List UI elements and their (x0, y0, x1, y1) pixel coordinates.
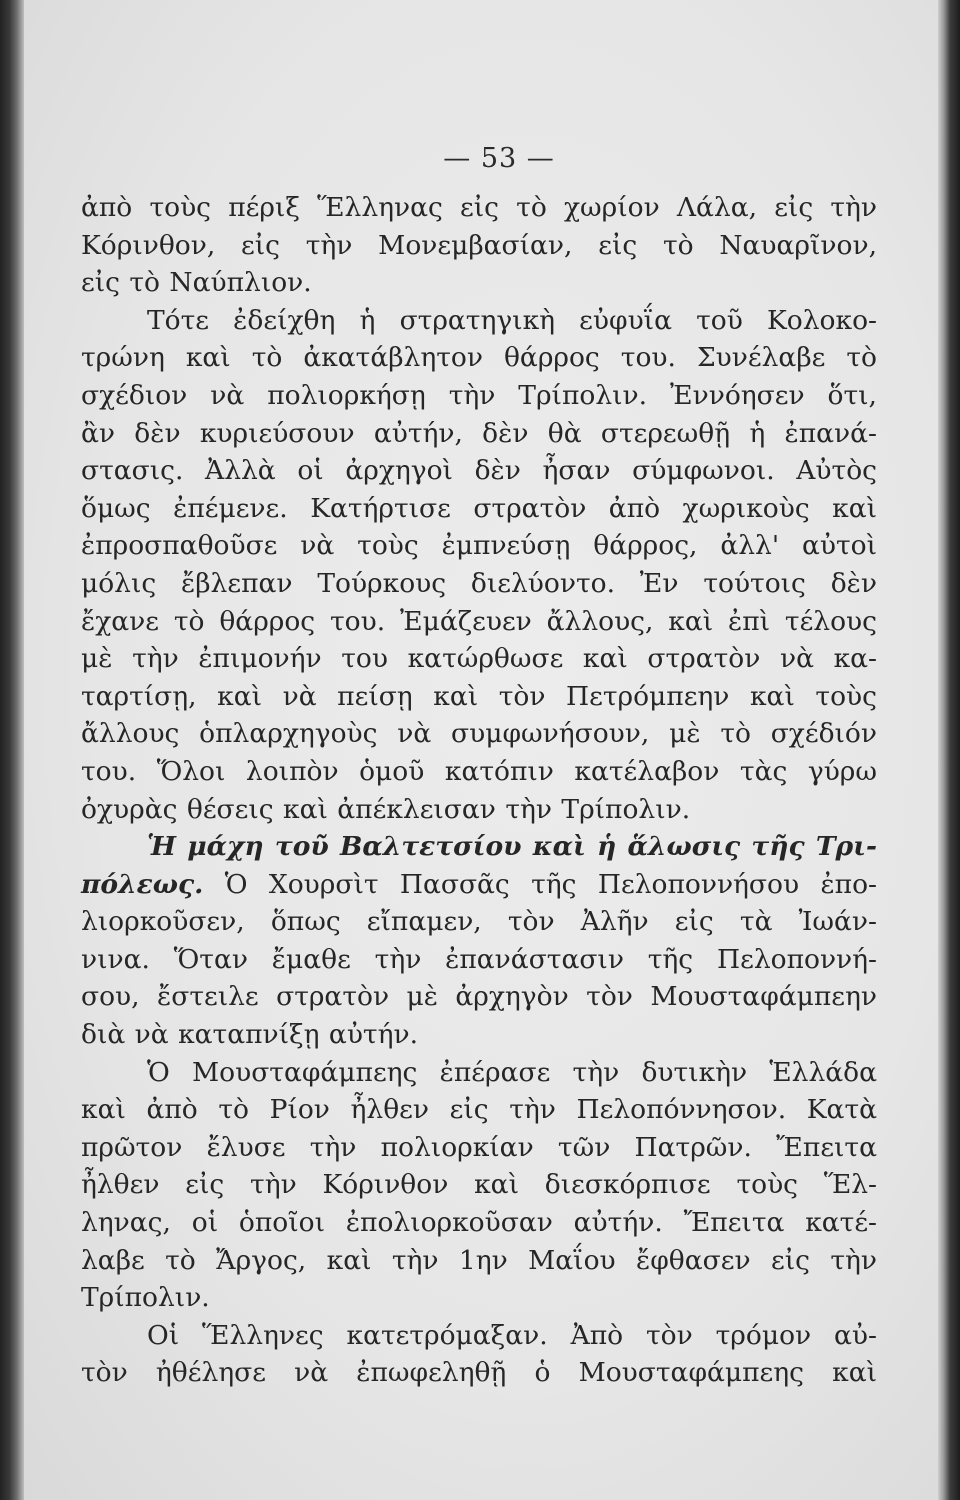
line-text: του. Ὅλοι λοιπὸν ὁμοῦ κατόπιν κατέλαβον τὰς γύρω (81, 755, 877, 787)
text-line (81, 791, 877, 829)
book-gutter-shadow (0, 0, 24, 1500)
page-sheet (24, 0, 938, 1500)
text-line (81, 490, 877, 528)
section-heading: πόλεως. (81, 868, 204, 900)
line-text: Ὁ Χουρσὶτ Πασσᾶς τῆς Πελοποννήσου ἐπο- (203, 868, 877, 900)
line-text: νινα. Ὅταν ἔμαθε τὴν ἐπανάστασιν τῆς Πελοποννή- (81, 943, 877, 975)
line-text: ὀχυρὰς θέσεις καὶ ἀπέκλεισαν τὴν Τρίπολιν. (81, 793, 691, 825)
text-line (81, 377, 877, 415)
line-text: λιορκοῦσεν, ὅπως εἴπαμεν, τὸν Ἀλῆν εἰς τὰ Ἰωάν- (81, 906, 877, 938)
text-line (81, 1279, 877, 1317)
line-text: Ὁ Μουσταφάμπεης ἐπέρασε τὴν δυτικὴν Ἑλλάδα (147, 1056, 877, 1088)
line-text: μὲ τὴν ἐπιμονήν του κατώρθωσε καὶ στρατὸν νὰ κα- (81, 643, 877, 675)
text-line (81, 828, 877, 866)
line-text: διὰ νὰ καταπνίξῃ αὐτήν. (81, 1019, 418, 1051)
text-line (81, 903, 877, 941)
text-line (81, 339, 877, 377)
text-line (81, 302, 877, 340)
line-text: τρώνη καὶ τὸ ἀκατάβλητον θάρρος του. Συνέλαβε τὸ (81, 342, 877, 374)
line-text: καὶ ἀπὸ τὸ Ρίον ἦλθεν εἰς τὴν Πελοπόννησον. Κατὰ (81, 1094, 877, 1126)
text-line (81, 1317, 877, 1355)
text-line (81, 1166, 877, 1204)
section-heading: Ἡ μάχη τοῦ Βαλτετσίου καὶ ἡ ἅλωσις τῆς Τρι- (147, 831, 877, 863)
text-line (81, 941, 877, 979)
line-text: τὸν ἠθέλησε νὰ ἐπωφεληθῇ ὁ Μουσταφάμπεης καὶ (81, 1357, 877, 1389)
line-text: μόλις ἔβλεπαν Τούρκους διελύοντο. Ἐν τούτοις δὲν (81, 567, 877, 599)
page-right-edge (938, 0, 960, 1500)
line-text: πρῶτον ἔλυσε τὴν πολιορκίαν τῶν Πατρῶν. Ἔπειτα (81, 1131, 877, 1163)
text-line (81, 866, 877, 904)
text-line (81, 227, 877, 265)
text-line (81, 1204, 877, 1242)
text-line (81, 640, 877, 678)
line-text: ἐπροσπαθοῦσε νὰ τοὺς ἐμπνεύσῃ θάρρος, ἀλλ' αὐτοὶ (81, 530, 877, 562)
text-line (81, 1129, 877, 1167)
line-text: λαβε τὸ Ἄργος, καὶ τὴν 1ην Μαΐου ἔφθασεν εἰς τὴν (81, 1244, 877, 1276)
line-text: ληνας, οἱ ὁποῖοι ἐπολιορκοῦσαν αὐτήν. Ἔπειτα κατέ- (81, 1207, 877, 1239)
page-number: — 53 — (443, 143, 555, 174)
line-text: Τότε ἐδείχθη ἡ στρατηγικὴ εὐφυΐα τοῦ Κολοκο- (147, 304, 877, 336)
text-line (81, 1091, 877, 1129)
text-line (81, 264, 877, 302)
text-line (81, 1054, 877, 1092)
text-line (81, 565, 877, 603)
line-text: ἔχανε τὸ θάρρος του. Ἐμάζευεν ἄλλους, καὶ ἐπὶ τέλους (81, 605, 877, 637)
line-text: ὅμως ἐπέμενε. Κατήρτισε στρατὸν ἀπὸ χωρικοὺς καὶ (81, 492, 877, 524)
text-line (81, 603, 877, 641)
line-text: Οἱ Ἕλληνες κατετρόμαξαν. Ἀπὸ τὸν τρόμον αὐ- (147, 1319, 877, 1351)
body-text (81, 189, 877, 1392)
line-text: ἄλλους ὁπλαρχηγοὺς νὰ συμφωνήσουν, μὲ τὸ σχέδιόν (81, 718, 877, 750)
text-line (81, 1016, 877, 1054)
text-line (81, 1354, 877, 1392)
line-text: σου, ἔστειλε στρατὸν μὲ ἀρχηγὸν τὸν Μουσταφάμπεην (81, 981, 877, 1013)
text-line (81, 678, 877, 716)
text-line (81, 527, 877, 565)
text-line (81, 753, 877, 791)
line-text: ἂν δὲν κυριεύσουν αὐτήν, δὲν θὰ στερεωθῇ ἡ ἐπανά- (81, 417, 877, 449)
text-line (81, 452, 877, 490)
line-text: εἰς τὸ Ναύπλιον. (81, 267, 312, 299)
text-line (81, 415, 877, 453)
line-text: ἀπὸ τοὺς πέριξ Ἕλληνας εἰς τὸ χωρίον Λάλα, εἰς τὴν (81, 192, 877, 223)
line-text: ταρτίσῃ, καὶ νὰ πείσῃ καὶ τὸν Πετρόμπεην καὶ τοὺς (81, 680, 877, 712)
text-line (81, 978, 877, 1016)
text-line (81, 715, 877, 753)
text-line (81, 189, 877, 227)
line-text: ἦλθεν εἰς τὴν Κόρινθον καὶ διεσκόρπισε τοὺς Ἕλ- (81, 1169, 877, 1201)
line-text: Τρίπολιν. (81, 1282, 210, 1314)
line-text: στασις. Ἀλλὰ οἱ ἀρχηγοὶ δὲν ἦσαν σύμφωνοι. Αὐτὸς (81, 455, 877, 487)
line-text: Κόρινθον, εἰς τὴν Μονεμβασίαν, εἰς τὸ Ναυαρῖνον, (81, 229, 877, 261)
line-text: σχέδιον νὰ πολιορκήσῃ τὴν Τρίπολιν. Ἐννόησεν ὅτι, (81, 379, 877, 411)
text-line (81, 1242, 877, 1280)
